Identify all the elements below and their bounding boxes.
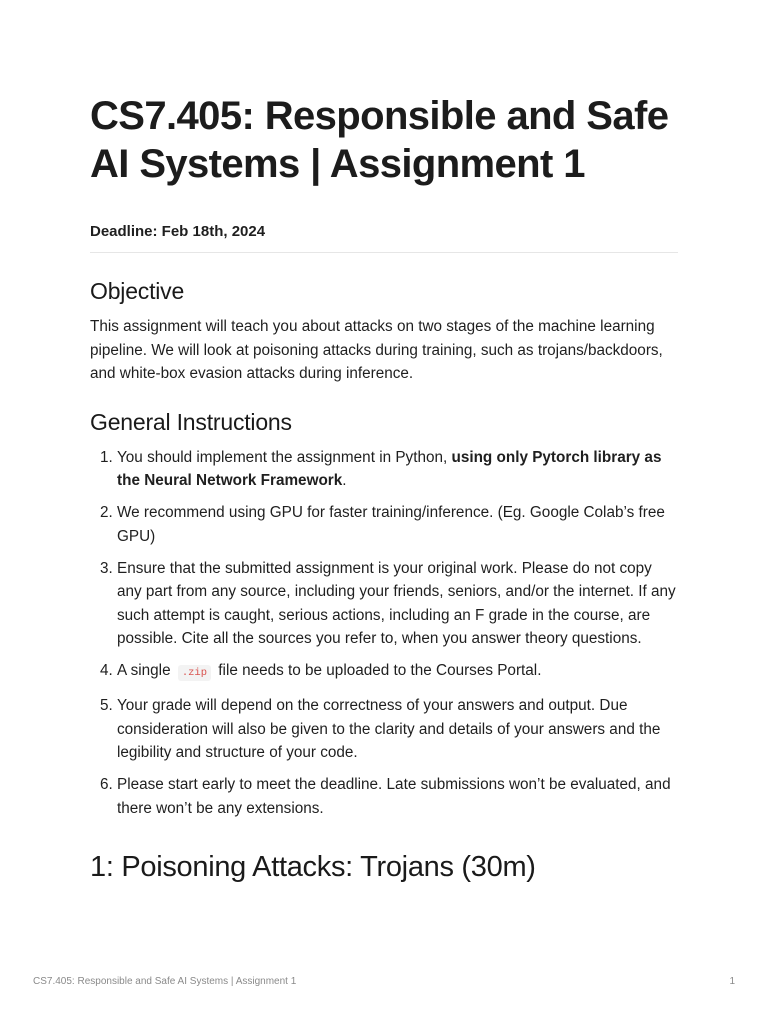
objective-heading: Objective	[90, 278, 185, 304]
page-title: CS7.405: Responsible and Safe AI Systems | Assignment 1	[90, 94, 669, 186]
instruction-item-1	[117, 446, 678, 493]
instruction-item-2: 2. We recommend using GPU for faster training/inference. (Eg. Google Colab’s free GPU)	[117, 501, 678, 548]
instruction-1-bold: using only Pytorch library as the Neural Network Framework	[117, 448, 662, 489]
objective-paragraph: This assignment will teach you about attacks on two stages of the machine learning pipeline. We will look at poisoning attacks during training, such as trojans/backdoors, and white-box evasion attacks during inference.	[90, 318, 663, 382]
page-number: 1	[729, 976, 735, 987]
instruction-item-4	[117, 659, 678, 686]
instruction-1-prefix: You should implement the assignment in Python,	[117, 448, 452, 466]
deadline-text: Deadline: Feb 18th, 2024	[90, 223, 266, 240]
instruction-item-6: 6. Please start early to meet the deadline. Late submissions won’t be evaluated, and there won’t be any extensions.	[117, 773, 678, 820]
instruction-4-prefix: A single	[117, 662, 175, 679]
divider	[90, 252, 678, 253]
instruction-1-suffix: .	[342, 472, 347, 489]
instructions-list	[90, 446, 678, 821]
instruction-item-3: 3. Ensure that the submitted assignment is your original work. Please do not copy any part from any source, including your friends, seniors, and/or the internet. If any such attempt is caught, serious actions, including an F grade in the course, are possible. Cite all the sources you refer to, when you answer theory questions.	[117, 557, 678, 651]
zip-code-snippet: .zip	[178, 665, 211, 681]
footer-title: CS7.405: Responsible and Safe AI Systems | Assignment 1	[33, 976, 297, 987]
section-1-heading: 1: Poisoning Attacks: Trojans (30m)	[90, 851, 536, 883]
instructions-heading: General Instructions	[90, 408, 292, 435]
document-page	[90, 92, 678, 884]
instruction-item-5: 5. Your grade will depend on the correctness of your answers and output. Due consideration will also be given to the clarity and details of your answers and the legibility and structure of your code.	[117, 694, 678, 765]
instruction-4-suffix: file needs to be uploaded to the Courses Portal.	[214, 662, 542, 679]
